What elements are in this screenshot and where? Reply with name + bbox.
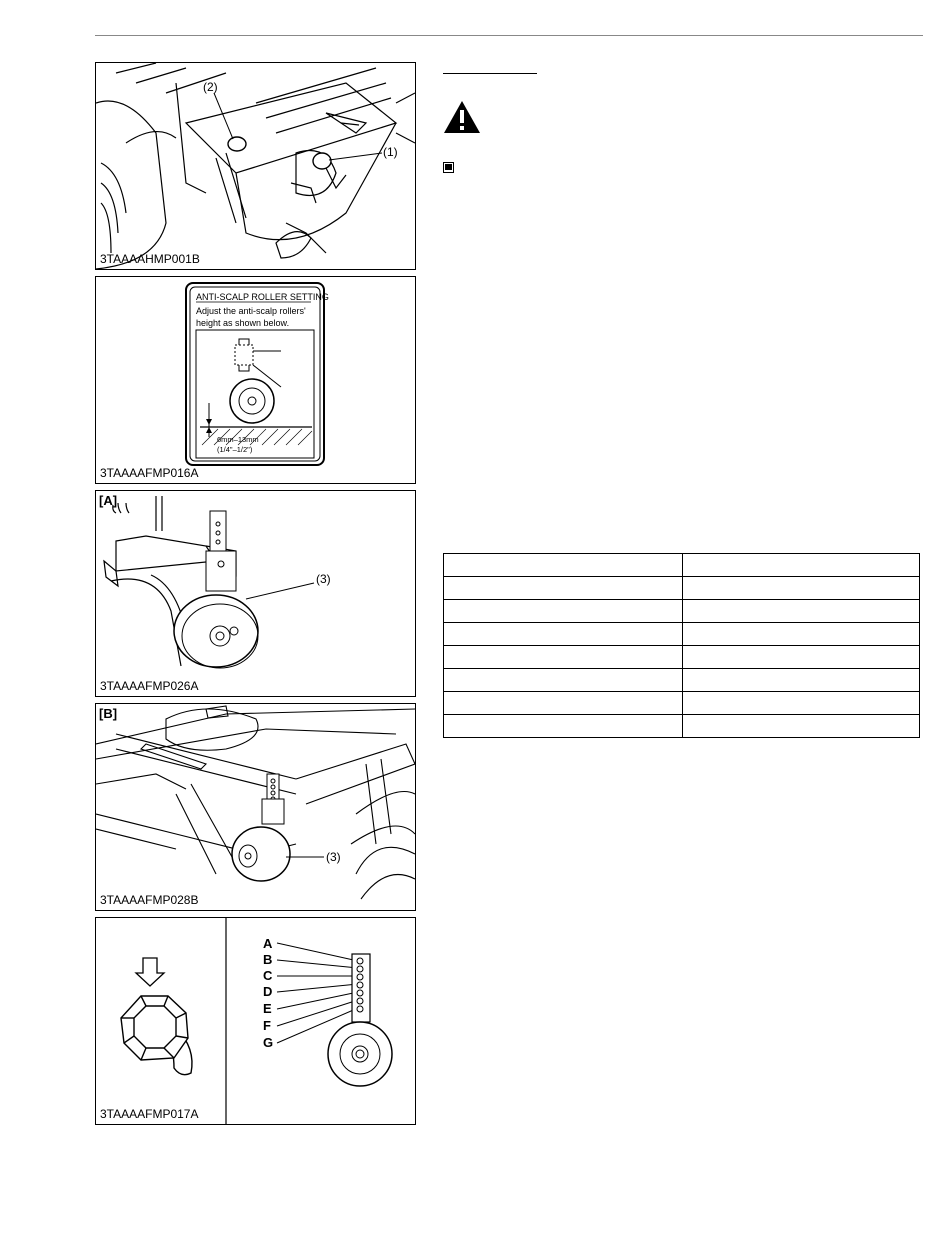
lever-2-knob xyxy=(228,137,246,151)
table-row xyxy=(444,692,920,715)
decal-title: ANTI-SCALP ROLLER SETTING xyxy=(196,292,329,302)
hole-label-list xyxy=(263,936,273,1050)
hole-positions-illustration xyxy=(96,918,415,1124)
table-row xyxy=(444,554,920,577)
callout-1: (1) xyxy=(383,145,398,159)
callout-2-leader xyxy=(214,93,233,139)
figure-hole-positions xyxy=(95,917,416,1125)
decal-illustration xyxy=(96,277,415,483)
hole-label-a: A xyxy=(263,936,273,951)
table-row xyxy=(444,715,920,738)
hole-label-b: B xyxy=(263,952,273,967)
table-row xyxy=(444,669,920,692)
decal-range-mm: 6mm–13mm xyxy=(217,435,259,444)
callout-3: (3) xyxy=(316,572,331,586)
spec-table xyxy=(443,553,920,738)
table-row xyxy=(444,577,920,600)
header-rule xyxy=(95,35,923,36)
figure-code: 3TAAAAFMP026A xyxy=(100,679,199,693)
callout-3: (3) xyxy=(326,850,341,864)
figure-roller-b xyxy=(95,703,416,911)
table-row xyxy=(444,623,920,646)
decal-line-1: Adjust the anti-scalp rollers' xyxy=(196,306,306,316)
callout-2: (2) xyxy=(203,80,218,94)
seat-levers-illustration xyxy=(96,63,415,269)
socket-icon xyxy=(121,996,192,1075)
decal-range-in: (1/4"–1/2") xyxy=(217,445,253,454)
decal-line-2: height as shown below. xyxy=(196,318,290,328)
roller-a-illustration xyxy=(96,491,415,696)
panel-label-b: [B] xyxy=(99,706,118,721)
warning-triangle-icon xyxy=(443,100,481,134)
panel-label-a: [A] xyxy=(99,493,118,508)
hole-label-e: E xyxy=(263,1001,272,1016)
table-row xyxy=(444,646,920,669)
figure-code: 3TAAAAHMP001B xyxy=(100,252,200,266)
table-row xyxy=(444,600,920,623)
hole-label-d: D xyxy=(263,984,273,999)
figure-code: 3TAAAAFMP028B xyxy=(100,893,199,907)
figure-code: 3TAAAAFMP017A xyxy=(100,1107,199,1121)
figure-code: 3TAAAAFMP016A xyxy=(100,466,199,480)
hole-label-c: C xyxy=(263,968,273,983)
square-bullet-icon xyxy=(443,162,454,173)
figure-decal xyxy=(95,276,416,484)
figure-seat-levers xyxy=(95,62,416,270)
callout-1-leader xyxy=(329,153,382,160)
lever-1-knob xyxy=(313,153,331,169)
hole-label-g: G xyxy=(263,1035,274,1050)
figure-roller-a xyxy=(95,490,416,697)
heading-underline xyxy=(443,73,537,74)
down-arrow-icon xyxy=(136,958,164,986)
hole-label-f: F xyxy=(263,1018,271,1033)
roller-b-illustration xyxy=(96,704,415,910)
